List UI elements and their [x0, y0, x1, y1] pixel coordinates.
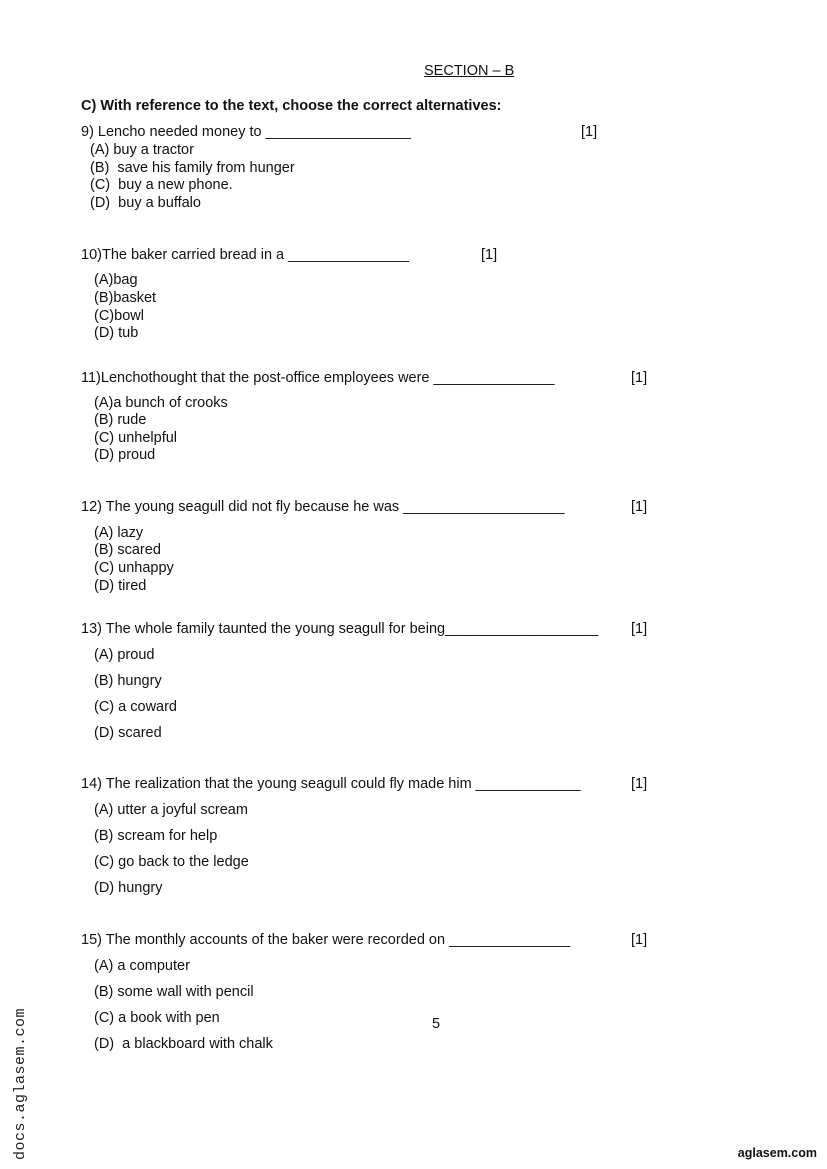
question-15: 15) The monthly accounts of the baker were recorded on _______________ — [81, 932, 571, 948]
question-9-option-d: (D) buy a buffalo — [90, 195, 201, 211]
question-10-option-d: (D) tub — [94, 325, 139, 341]
question-15-option-c: (C) a book with pen — [94, 1010, 220, 1026]
question-12-option-b: (B) scared — [94, 542, 161, 558]
question-11-option-d: (D) proud — [94, 447, 156, 463]
question-13-option-a: (A) proud — [94, 647, 155, 663]
question-10-option-a: (A)bag — [94, 272, 138, 288]
section-title: SECTION – B — [424, 63, 515, 79]
question-9-option-c: (C) buy a new phone. — [90, 177, 233, 193]
question-13-option-d: (D) scared — [94, 725, 162, 741]
question-15-option-a: (A) a computer — [94, 958, 190, 974]
question-12-option-c: (C) unhappy — [94, 560, 174, 576]
question-13-option-b: (B) hungry — [94, 673, 162, 689]
question-10-option-c: (C)bowl — [94, 308, 144, 324]
question-15-option-b: (B) some wall with pencil — [94, 984, 254, 1000]
question-12-marks: [1] — [631, 499, 648, 515]
instruction-heading: C) With reference to the text, choose the correct alternatives: — [81, 98, 502, 114]
question-15-marks: [1] — [631, 932, 648, 948]
question-11-option-b: (B) rude — [94, 412, 147, 428]
question-9-option-b: (B) save his family from hunger — [90, 160, 295, 176]
question-14-option-b: (B) scream for help — [94, 828, 218, 844]
question-15-option-d: (D) a blackboard with chalk — [94, 1036, 273, 1052]
question-13: 13) The whole family taunted the young seagull for being___________________ — [81, 621, 599, 637]
question-13-option-c: (C) a coward — [94, 699, 177, 715]
question-9-option-a: (A) buy a tractor — [90, 142, 194, 158]
question-14-option-d: (D) hungry — [94, 880, 163, 896]
question-10-option-b: (B)basket — [94, 290, 157, 306]
question-12: 12) The young seagull did not fly because he was ____________________ — [81, 499, 565, 515]
question-11-option-a: (A)a bunch of crooks — [94, 395, 228, 411]
question-14: 14) The realization that the young seagull could fly made him _____________ — [81, 776, 581, 792]
question-11: 11)Lenchothought that the post-office employees were _______________ — [81, 370, 555, 386]
corner-watermark: aglasem.com — [737, 1146, 817, 1160]
question-14-option-c: (C) go back to the ledge — [94, 854, 249, 870]
question-14-option-a: (A) utter a joyful scream — [94, 802, 248, 818]
question-12-option-a: (A) lazy — [94, 525, 144, 541]
question-9-marks: [1] — [581, 124, 598, 140]
question-14-marks: [1] — [631, 776, 648, 792]
question-9: 9) Lencho needed money to __________________ — [81, 124, 411, 140]
question-11-marks: [1] — [631, 370, 648, 386]
question-11-option-c: (C) unhelpful — [94, 430, 178, 446]
question-12-option-d: (D) tired — [94, 578, 147, 594]
page-number: 5 — [432, 1016, 441, 1032]
question-10: 10)The baker carried bread in a _______________ — [81, 247, 410, 263]
question-10-marks: [1] — [481, 247, 498, 263]
side-watermark: docs.aglasem.com — [12, 1007, 29, 1160]
question-13-marks: [1] — [631, 621, 648, 637]
